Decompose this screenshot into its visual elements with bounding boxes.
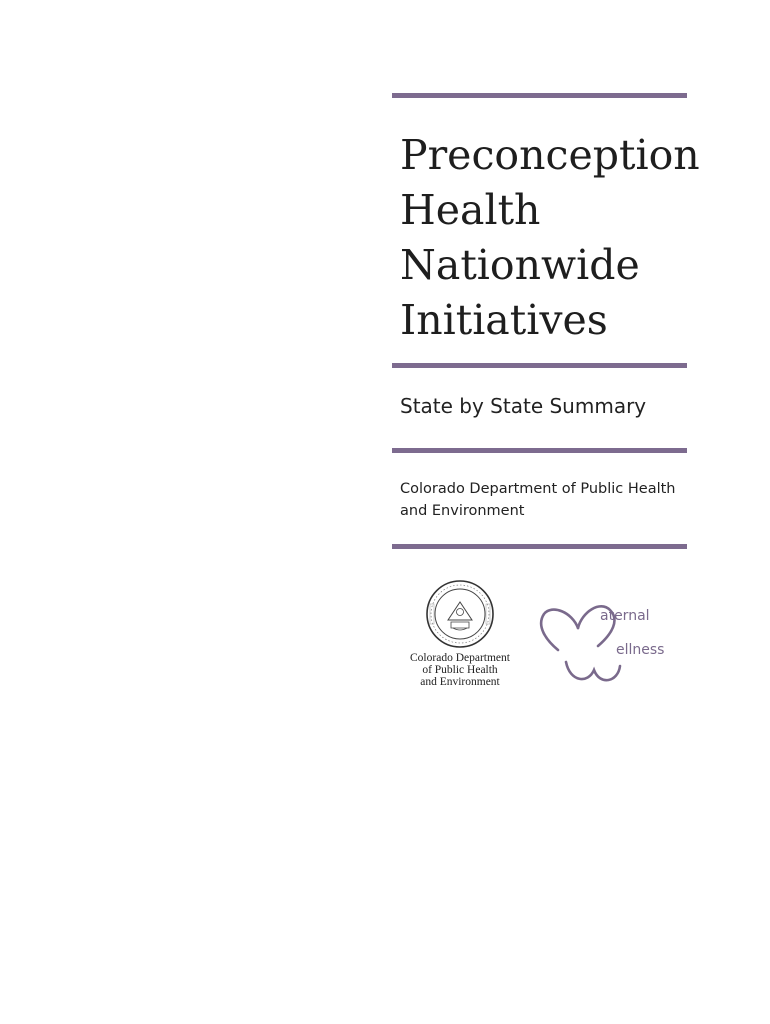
cdphe-logo [404, 578, 516, 694]
organization-line-2: and Environment [400, 503, 525, 519]
cdphe-caption-line-3: and Environment [420, 676, 500, 688]
cdphe-caption [404, 652, 516, 688]
document-title [400, 128, 730, 348]
title-line-1: Preconception [400, 131, 700, 179]
logo-word-maternal: aternal [600, 608, 650, 624]
document-subtitle: State by State Summary [400, 394, 647, 418]
title-divider [392, 363, 687, 368]
top-divider [392, 93, 687, 98]
maternal-wellness-logo [536, 590, 686, 690]
logo-word-wellness: ellness [616, 642, 665, 658]
title-line-3: Nationwide [400, 241, 640, 289]
subtitle-divider [392, 448, 687, 453]
title-line-2: Health [400, 186, 541, 234]
heart-logo-icon [536, 590, 686, 690]
organization-name [400, 478, 690, 522]
title-line-4: Initiatives [400, 296, 608, 344]
cdphe-caption-line-1: Colorado Department [410, 652, 510, 664]
organization-line-1: Colorado Department of Public Health [400, 481, 676, 497]
cdphe-caption-line-2: of Public Health [422, 664, 498, 676]
bottom-divider [392, 544, 687, 549]
colorado-seal-icon [420, 578, 500, 650]
